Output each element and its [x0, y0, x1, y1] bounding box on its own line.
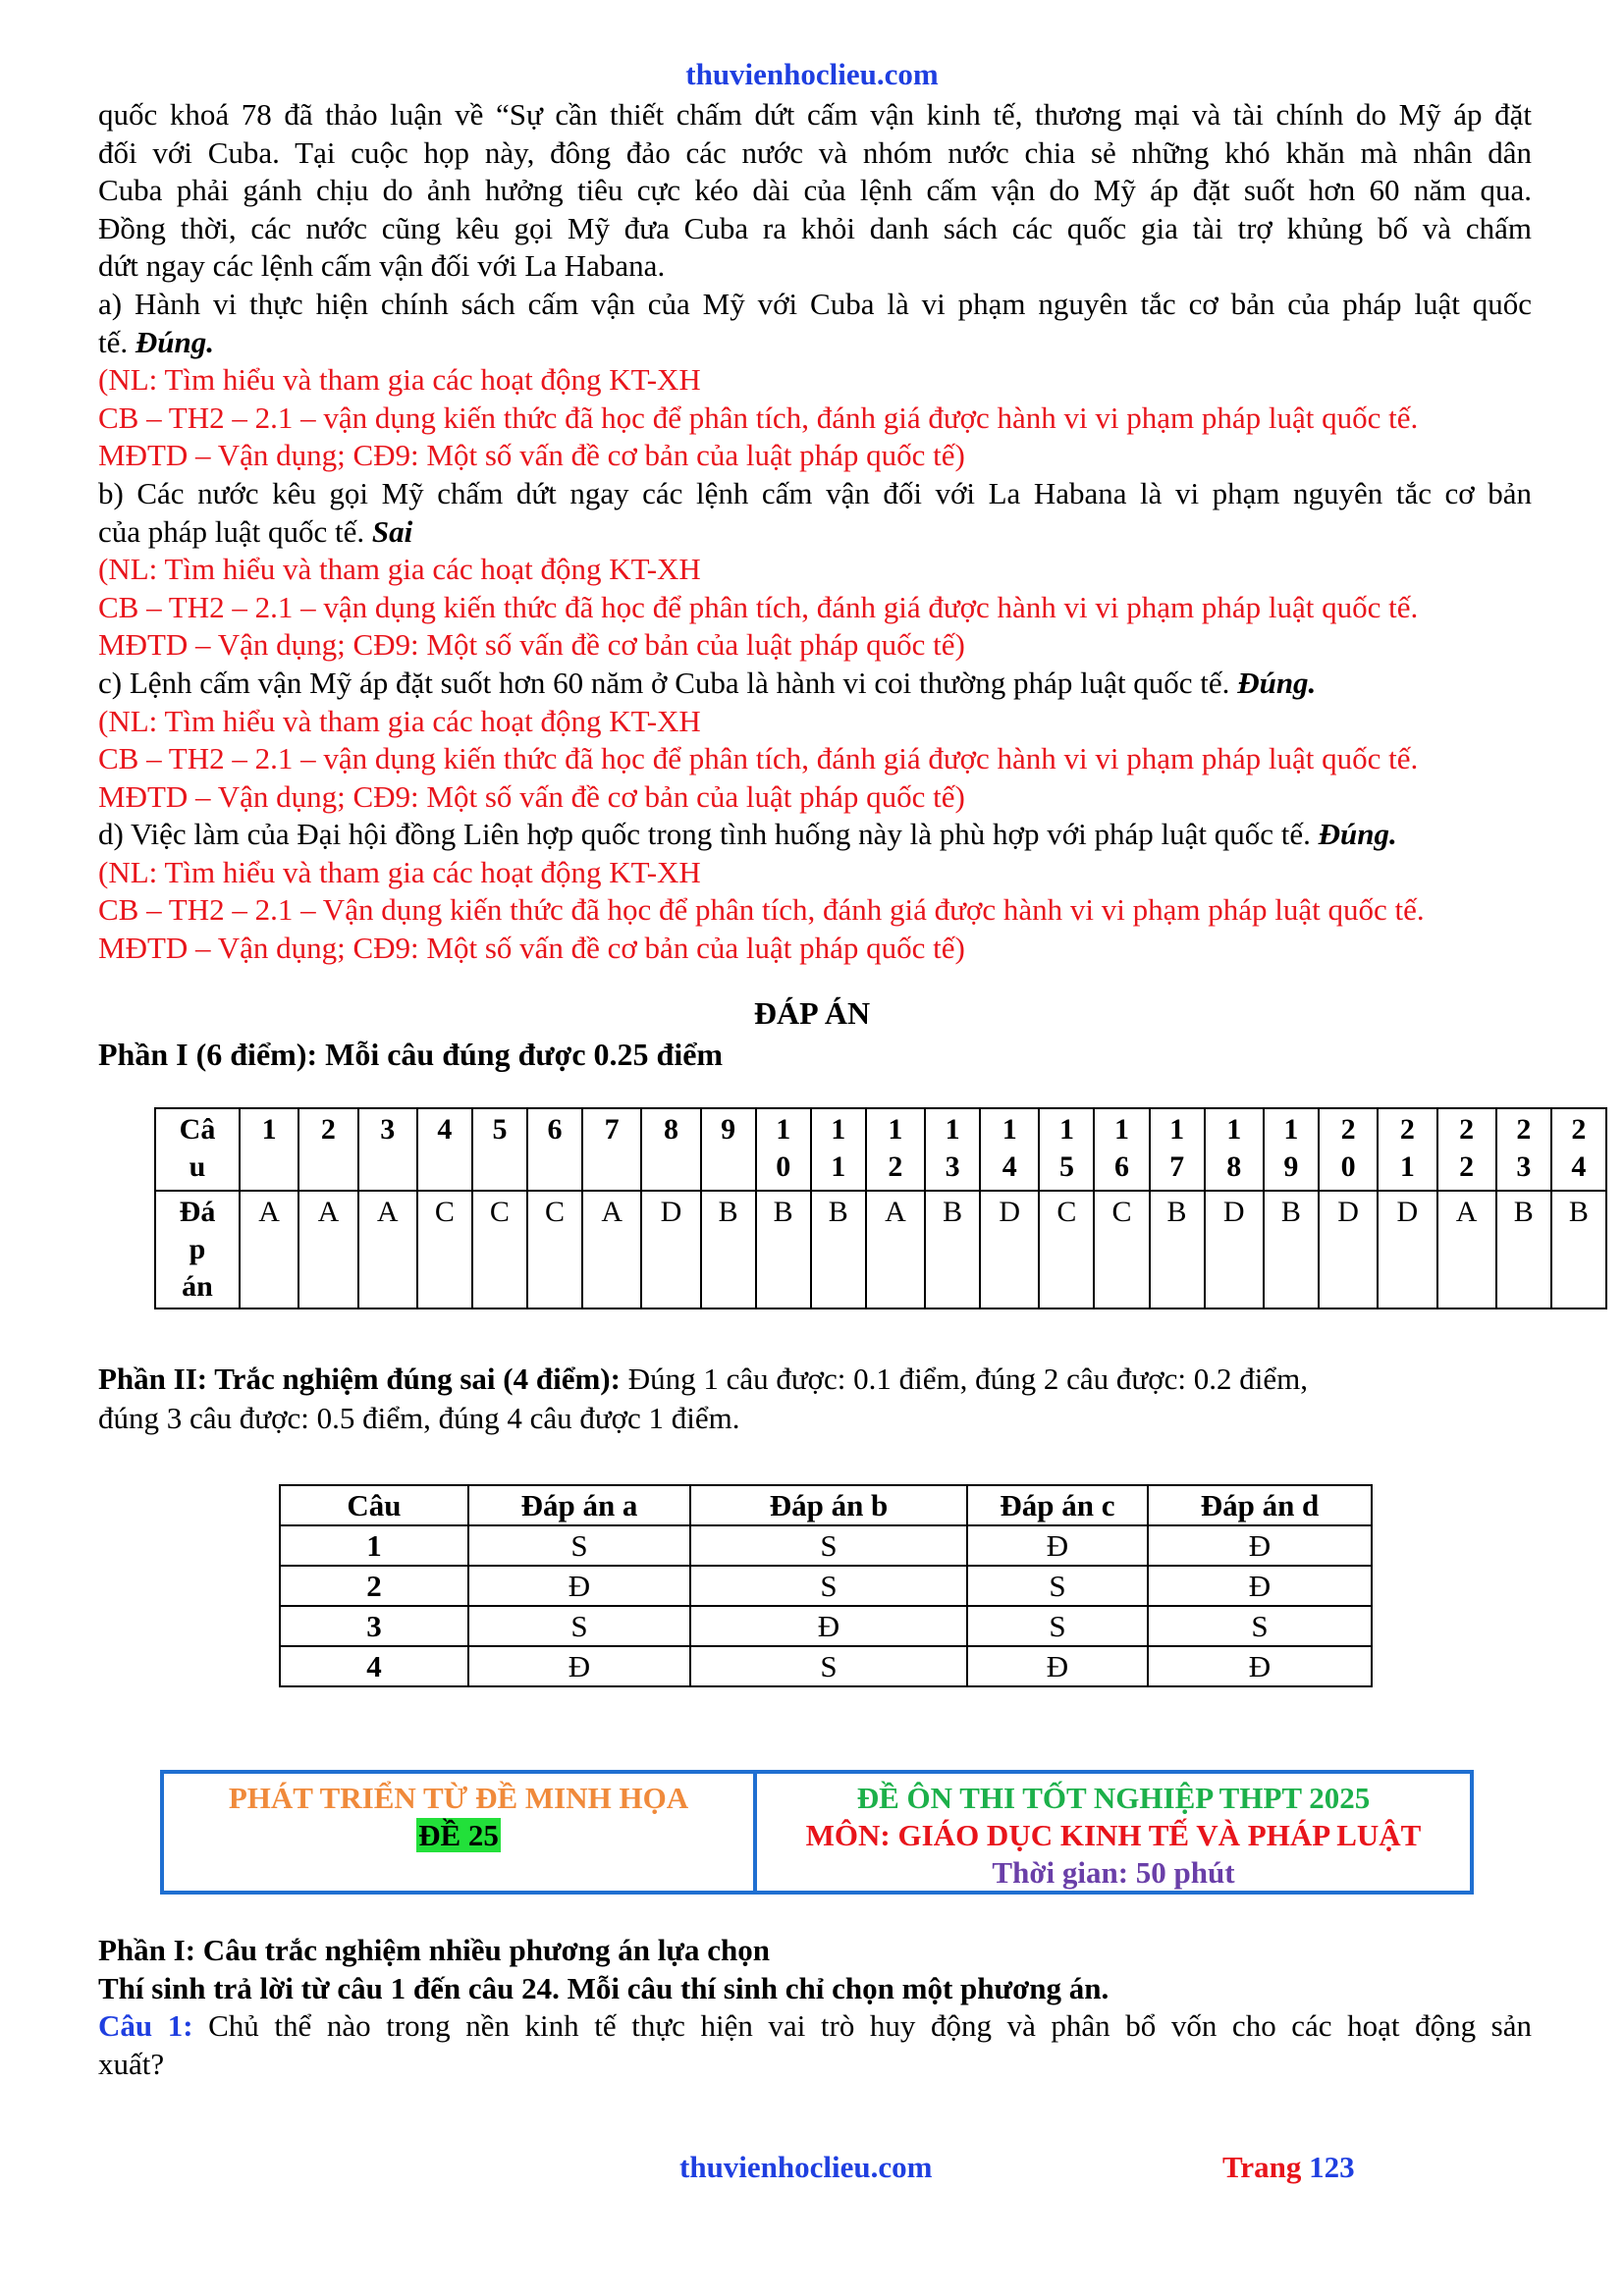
answer-cell: A — [1437, 1191, 1496, 1308]
statement-c-text: c) Lệnh cấm vận Mỹ áp đặt suốt hơn 60 năm ở Cuba là hành vi coi thường pháp luật quốc tế. — [98, 665, 1230, 700]
question-number-cell — [1378, 1108, 1436, 1191]
table-cell: Đ — [468, 1566, 690, 1606]
column-header: Đáp án c — [967, 1485, 1148, 1525]
question-number-cell — [1094, 1108, 1149, 1191]
answer-table-part2 — [279, 1484, 1373, 1687]
statement-a-note: CB – TH2 – 2.1 – vận dụng kiến thức đã học để phân tích, đánh giá được hành vi vi phạm pháp luật quốc tế. — [98, 400, 1419, 435]
exam-source-label: PHÁT TRIỂN TỪ ĐỀ MINH HỌA — [228, 1781, 689, 1815]
exam-part1-instruction: Thí sinh trả lời từ câu 1 đến câu 24. Mỗi câu thí sinh chỉ chọn một phương án. — [98, 1970, 1110, 2005]
exam-part1 — [98, 1932, 1532, 2083]
answer-table-part1 — [154, 1107, 1607, 1309]
footer-site: thuvienhoclieu.com — [679, 2150, 933, 2184]
answer-cell: C — [472, 1191, 527, 1308]
question-number-digit: 3 — [380, 1113, 396, 1146]
answer-cell: C — [527, 1191, 582, 1308]
answer-cell: C — [1039, 1191, 1094, 1308]
table-row — [280, 1606, 1372, 1646]
exam-title: ĐỀ ÔN THI TỐT NGHIỆP THPT 2025 — [856, 1781, 1371, 1815]
statement-b-note: CB – TH2 – 2.1 – vận dụng kiến thức đã học để phân tích, đánh giá được hành vi vi phạm pháp luật quốc tế. — [98, 589, 1419, 624]
statement-d-note: CB – TH2 – 2.1 – Vận dụng kiến thức đã học để phân tích, đánh giá được hành vi vi phạm pháp luật quốc tế. — [98, 892, 1425, 928]
exam-part1-title: Phần I: Câu trắc nghiệm nhiều phương án lựa chọn — [98, 1933, 770, 1967]
table-cell: S — [967, 1606, 1148, 1646]
question-1-line2: xuất? — [98, 2046, 165, 2081]
statement-c-answer: Đúng. — [1237, 665, 1317, 700]
part2-title: Phần II: Trắc nghiệm đúng sai (4 điểm): — [98, 1362, 621, 1396]
answer-cell: B — [1150, 1191, 1205, 1308]
question-number-digit: 1 — [831, 1150, 846, 1183]
header-a-line: p — [189, 1233, 206, 1265]
question-number-digit: 1 — [1169, 1113, 1185, 1146]
question-number-cell — [1039, 1108, 1094, 1191]
answer-key-part1-title: Phần I (6 điểm): Mỗi câu đúng được 0.25 điểm — [98, 1037, 724, 1072]
question-number-digit: 2 — [1516, 1113, 1532, 1146]
answer-cell: B — [811, 1191, 866, 1308]
exam-header-box — [160, 1770, 1474, 1895]
question-number-digit: 0 — [776, 1150, 791, 1183]
question-number-digit: 2 — [1571, 1113, 1587, 1146]
question-number-digit: 2 — [888, 1150, 903, 1183]
question-number-cell — [1205, 1108, 1264, 1191]
header-site: thuvienhoclieu.com — [685, 57, 939, 91]
answer-table-header-answer — [155, 1191, 240, 1308]
statement-a-note: MĐTD – Vận dụng; CĐ9: Một số vấn đề cơ bản của luật pháp quốc tế) — [98, 438, 965, 473]
answer-cell: D — [980, 1191, 1039, 1308]
column-header: Đáp án a — [468, 1485, 690, 1525]
statement-d-note: (NL: Tìm hiểu và tham gia các hoạt động KT-XH — [98, 854, 701, 889]
question-number-digit: 3 — [945, 1150, 960, 1183]
table-cell: Đ — [1148, 1566, 1372, 1606]
exam-header-right — [757, 1774, 1470, 1891]
passage-line: Cuba phải gánh chịu do ảnh hưởng tiêu cực kéo dài của lệnh cấm vận do Mỹ áp đặt suốt hơn 60 năm qua. — [98, 173, 1532, 208]
answer-cell: B — [1551, 1191, 1606, 1308]
table-cell: S — [468, 1606, 690, 1646]
footer-page-value: 123 — [1309, 2150, 1355, 2184]
passage-block — [98, 96, 1532, 968]
question-number-digit: 1 — [776, 1113, 791, 1146]
question-number-cell — [240, 1108, 298, 1191]
answer-cell: A — [358, 1191, 417, 1308]
answer-cell: C — [417, 1191, 472, 1308]
question-number-cell — [1264, 1108, 1319, 1191]
passage-line: dứt ngay các lệnh cấm vận đối với La Habana. — [98, 248, 666, 284]
question-number-digit: 1 — [261, 1113, 277, 1146]
question-number-cell — [1496, 1108, 1551, 1191]
table-cell: S — [690, 1566, 967, 1606]
table-cell: Đ — [1148, 1646, 1372, 1686]
answer-cell: C — [1094, 1191, 1149, 1308]
statement-a-note: (NL: Tìm hiểu và tham gia các hoạt động KT-XH — [98, 362, 701, 398]
answer-cell: B — [1264, 1191, 1319, 1308]
table-cell: Đ — [690, 1606, 967, 1646]
statement-a-answer: Đúng. — [135, 324, 214, 359]
table-row — [280, 1646, 1372, 1686]
question-number-cell — [866, 1108, 925, 1191]
question-number-digit: 4 — [437, 1113, 453, 1146]
table-row — [280, 1525, 1372, 1566]
table-cell: 2 — [280, 1566, 468, 1606]
header-q-line: Câ — [179, 1113, 216, 1146]
question-1-text: Chủ thể nào trong nền kinh tế thực hiện vai trò huy động và phân bổ vốn cho các hoạt động sản — [192, 2008, 1533, 2043]
question-number-digit: 1 — [1001, 1113, 1017, 1146]
statement-a-line2 — [98, 324, 1532, 362]
question-number-cell — [527, 1108, 582, 1191]
statement-b-answer: Sai — [371, 513, 413, 549]
answer-cell: A — [866, 1191, 925, 1308]
answer-table-question-row — [155, 1108, 1606, 1191]
statement-b-text: của pháp luật quốc tế. — [98, 513, 365, 549]
part2-desc: Đúng 1 câu được: 0.1 điểm, đúng 2 câu được: 0.2 điểm, — [620, 1362, 1308, 1396]
statement-d-text: d) Việc làm của Đại hội đồng Liên hợp quốc trong tình huống này là phù hợp với pháp luật quốc tế. — [98, 817, 1311, 852]
table-header-row — [280, 1485, 1372, 1525]
header-a-line: án — [182, 1270, 213, 1303]
statement-c-note: MĐTD – Vận dụng; CĐ9: Một số vấn đề cơ bản của luật pháp quốc tế) — [98, 778, 965, 814]
answer-cell: A — [298, 1191, 357, 1308]
passage-line: Đồng thời, các nước cũng kêu gọi Mỹ đưa Cuba ra khỏi danh sách các quốc gia tài trợ khủng bố và chấm — [98, 210, 1532, 245]
question-number-digit: 9 — [721, 1113, 736, 1146]
question-number-digit: 2 — [1459, 1150, 1475, 1183]
statement-b-note: MĐTD – Vận dụng; CĐ9: Một số vấn đề cơ bản của luật pháp quốc tế) — [98, 627, 965, 663]
answer-cell: D — [1378, 1191, 1436, 1308]
answer-cell: D — [641, 1191, 700, 1308]
answer-cell: D — [1319, 1191, 1378, 1308]
question-1-label: Câu 1: — [98, 2008, 193, 2043]
table-cell: S — [690, 1646, 967, 1686]
question-1-line1 — [98, 2007, 1532, 2046]
question-number-cell — [641, 1108, 700, 1191]
table-cell: Đ — [1148, 1525, 1372, 1566]
question-number-cell — [1150, 1108, 1205, 1191]
question-number-digit: 1 — [831, 1113, 846, 1146]
statement-d-answer: Đúng. — [1318, 817, 1397, 852]
question-number-cell — [980, 1108, 1039, 1191]
answer-cell: B — [701, 1191, 756, 1308]
answer-cell: A — [240, 1191, 298, 1308]
statement-c-line1 — [98, 665, 1532, 703]
question-number-cell — [582, 1108, 641, 1191]
question-number-digit: 6 — [547, 1113, 563, 1146]
question-number-digit: 2 — [320, 1113, 336, 1146]
question-number-cell — [472, 1108, 527, 1191]
passage-line: đối với Cuba. Tại cuộc họp này, đông đảo các nước và nhóm nước chia sẻ những khó khăn mà nhân dân — [98, 134, 1532, 170]
table-cell: S — [967, 1566, 1148, 1606]
answer-table-answer-row — [155, 1191, 1606, 1308]
question-number-cell — [701, 1108, 756, 1191]
table-cell: Đ — [468, 1646, 690, 1686]
question-number-digit: 2 — [1340, 1113, 1356, 1146]
question-number-digit: 4 — [1001, 1150, 1017, 1183]
table-cell: 4 — [280, 1646, 468, 1686]
passage-line: quốc khoá 78 đã thảo luận về “Sự cần thiết chấm dứt cấm vận kinh tế, thương mại và tài chính do Mỹ áp đặt — [98, 97, 1532, 132]
question-number-digit: 7 — [1169, 1150, 1185, 1183]
footer-page-label: Trang — [1222, 2150, 1302, 2184]
question-number-cell — [811, 1108, 866, 1191]
table-cell: Đ — [967, 1525, 1148, 1566]
column-header: Đáp án b — [690, 1485, 967, 1525]
statement-b-line1: b) Các nước kêu gọi Mỹ chấm dứt ngay các lệnh cấm vận đối với La Habana là vi phạm nguyên tắc cơ bản — [98, 475, 1532, 510]
answer-cell: D — [1205, 1191, 1264, 1308]
exam-duration: Thời gian: 50 phút — [992, 1855, 1235, 1890]
question-number-digit: 1 — [1058, 1113, 1074, 1146]
exam-header-left — [164, 1774, 757, 1891]
question-number-digit: 5 — [1058, 1150, 1074, 1183]
table-row — [280, 1566, 1372, 1606]
question-number-digit: 2 — [1399, 1113, 1415, 1146]
answer-key-title: ĐÁP ÁN — [753, 995, 871, 1031]
question-number-digit: 1 — [888, 1113, 903, 1146]
question-number-digit: 1 — [1399, 1150, 1415, 1183]
question-number-digit: 1 — [1283, 1113, 1299, 1146]
statement-c-note: CB – TH2 – 2.1 – vận dụng kiến thức đã học để phân tích, đánh giá được hành vi vi phạm pháp luật quốc tế. — [98, 741, 1419, 776]
table-cell: S — [468, 1525, 690, 1566]
exam-subject: MÔN: GIÁO DỤC KINH TẾ VÀ PHÁP LUẬT — [805, 1818, 1422, 1852]
answer-cell: B — [756, 1191, 811, 1308]
statement-d-line1 — [98, 816, 1532, 854]
header-a-line: Đá — [179, 1196, 216, 1228]
footer-page-number — [1222, 2150, 1355, 2185]
question-number-cell — [417, 1108, 472, 1191]
answer-cell: B — [925, 1191, 980, 1308]
question-number-cell — [1551, 1108, 1606, 1191]
table-cell: 3 — [280, 1606, 468, 1646]
table-cell: S — [690, 1525, 967, 1566]
question-number-cell — [756, 1108, 811, 1191]
table-cell: 1 — [280, 1525, 468, 1566]
question-number-digit: 5 — [492, 1113, 508, 1146]
table-cell: S — [1148, 1606, 1372, 1646]
table-cell: Đ — [967, 1646, 1148, 1686]
exam-number-badge: ĐỀ 25 — [418, 1818, 499, 1852]
question-number-digit: 1 — [945, 1113, 960, 1146]
statement-b-line2 — [98, 513, 1532, 552]
column-header: Câu — [280, 1485, 468, 1525]
statement-a-line1: a) Hành vi thực hiện chính sách cấm vận của Mỹ với Cuba là vi phạm nguyên tắc cơ bản của pháp luật quốc — [98, 286, 1532, 321]
statement-a-text: tế. — [98, 324, 129, 359]
statement-b-note: (NL: Tìm hiểu và tham gia các hoạt động KT-XH — [98, 552, 701, 587]
question-number-cell — [298, 1108, 357, 1191]
question-number-digit: 7 — [604, 1113, 620, 1146]
question-number-digit: 2 — [1459, 1113, 1475, 1146]
question-number-digit: 0 — [1340, 1150, 1356, 1183]
statement-d-note: MĐTD – Vận dụng; CĐ9: Một số vấn đề cơ bản của luật pháp quốc tế) — [98, 931, 965, 966]
question-number-cell — [1319, 1108, 1378, 1191]
question-number-digit: 1 — [1226, 1113, 1242, 1146]
header-q-line: u — [189, 1150, 206, 1183]
question-number-cell — [925, 1108, 980, 1191]
answer-key-part2 — [98, 1360, 1532, 1438]
question-number-digit: 8 — [663, 1113, 678, 1146]
question-number-digit: 4 — [1571, 1150, 1587, 1183]
question-number-cell — [1437, 1108, 1496, 1191]
column-header: Đáp án d — [1148, 1485, 1372, 1525]
question-number-cell — [358, 1108, 417, 1191]
question-number-digit: 6 — [1114, 1150, 1129, 1183]
part2-desc: đúng 3 câu được: 0.5 điểm, đúng 4 câu được 1 điểm. — [98, 1401, 740, 1435]
statement-c-note: (NL: Tìm hiểu và tham gia các hoạt động KT-XH — [98, 703, 701, 738]
answer-cell: B — [1496, 1191, 1551, 1308]
question-number-digit: 1 — [1114, 1113, 1129, 1146]
answer-table-header-question — [155, 1108, 240, 1191]
question-number-digit: 3 — [1516, 1150, 1532, 1183]
question-number-digit: 8 — [1226, 1150, 1242, 1183]
answer-cell: A — [582, 1191, 641, 1308]
question-number-digit: 9 — [1283, 1150, 1299, 1183]
